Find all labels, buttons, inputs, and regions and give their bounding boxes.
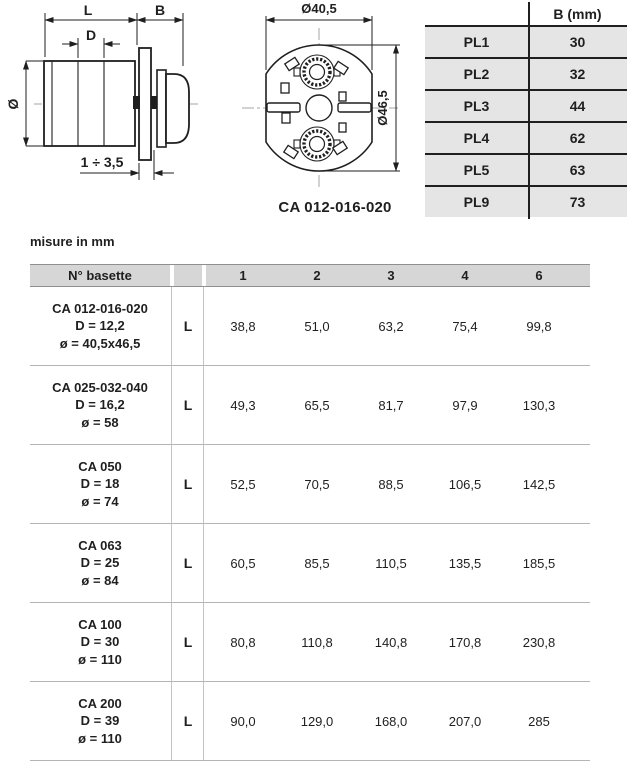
pl-header-b: B (mm) [528,2,627,25]
value-cell: 110,5 [375,555,407,571]
pl-value: 62 [569,130,586,146]
dim-label-B: B [154,2,166,18]
row-filler [576,366,590,444]
value-cell: 230,8 [522,634,556,650]
value-cell: 63,2 [378,318,404,334]
pl-label: PL4 [463,130,490,146]
dim-label-panel: 1 ÷ 3,5 [80,154,124,170]
table-row [30,682,590,761]
value-cell: 90,0 [230,713,256,729]
front-view-caption: CA 012-016-020 [278,199,392,216]
pl-value: 44 [569,98,586,114]
value-cell: 207,0 [448,713,482,729]
pl-row [425,57,627,89]
pl-value: 30 [569,34,586,50]
value-cell: 135,5 [448,555,482,571]
model-name: CA 200 [78,695,122,711]
row-filler [576,287,590,365]
value-cell: 60,5 [230,555,256,571]
table-row [30,366,590,445]
knob-bracket [157,70,166,147]
model-dia: ø = 74 [81,493,119,509]
value-cell: 168,0 [374,713,408,729]
pl-b-table [425,2,627,217]
model-d: D = 30 [80,634,120,650]
model-cell [30,366,170,444]
model-cell [30,682,170,760]
pl-label: PL3 [463,98,490,114]
model-d: D = 25 [80,555,120,571]
model-dia: ø = 40,5x46,5 [59,335,141,351]
table-row [30,445,590,524]
model-name: CA 012-016-020 [52,300,148,316]
table-row [30,603,590,682]
value-cell: 75,4 [452,318,478,334]
pl-label: PL9 [463,194,490,210]
pl-table-header [425,2,627,25]
value-cell: 70,5 [304,476,330,492]
col-header-1: 1 [206,265,280,286]
value-cell: 110,8 [301,634,333,650]
value-cell: 65,5 [304,397,330,413]
model-cell [30,287,170,365]
pl-column-divider [528,2,530,219]
model-cell [30,445,170,523]
pl-row [425,25,627,57]
col-header-3: 3 [354,265,428,286]
model-cell [30,603,170,681]
l-cell: L [183,476,193,492]
model-name: CA 025-032-040 [52,379,148,395]
col-header-6: 6 [502,265,576,286]
l-cell: L [183,713,193,729]
model-cell [30,524,170,602]
model-dia: ø = 58 [81,414,119,430]
value-cell: 129,0 [300,713,334,729]
model-d: D = 16,2 [75,397,125,413]
knob [166,74,189,143]
model-dia: ø = 110 [78,730,122,746]
pl-label: PL2 [463,66,490,82]
value-cell: 80,8 [230,634,256,650]
l-cell: L [183,634,193,650]
pl-value: 73 [569,194,586,210]
row-filler [576,445,590,523]
value-cell: 52,5 [230,476,256,492]
pl-row [425,185,627,217]
value-cell: 81,7 [378,397,404,413]
side-view-drawing [2,0,227,205]
left-slot [267,103,300,112]
center-hole [306,95,332,121]
value-cell: 97,9 [452,397,478,413]
value-cell: 142,5 [522,476,556,492]
model-d: D = 18 [80,476,120,492]
model-name: CA 063 [78,537,122,553]
pl-value: 32 [569,66,586,82]
row-filler [576,524,590,602]
dim-label-D: D [85,27,97,43]
col-header-basette: N° basette [30,265,170,286]
pl-row [425,89,627,121]
units-note: misure in mm [30,234,115,249]
pl-header-empty [425,2,528,25]
l-cell: L [183,318,193,334]
pl-value: 63 [569,162,586,178]
value-cell: 130,3 [522,397,556,413]
col-header-2: 2 [280,265,354,286]
value-cell: 185,5 [522,555,556,571]
shaft-segment [151,96,157,109]
dim-label-width: Ø40,5 [301,1,337,16]
model-name: CA 100 [78,616,122,632]
col-header-l [174,265,202,286]
table-row [30,524,590,603]
dim-label-L: L [83,2,93,18]
dim-label-height: Ø46,5 [375,90,390,126]
front-view-drawing [228,0,428,205]
pl-label: PL1 [463,34,490,50]
l-cell: L [183,397,193,413]
pl-row [425,153,627,185]
model-dia: ø = 84 [81,572,119,588]
model-d: D = 39 [80,713,120,729]
l-cell: L [183,555,193,571]
value-cell: 49,3 [230,397,256,413]
pl-row [425,121,627,153]
dim-label-diameter: Ø [5,98,21,110]
value-cell: 285 [528,713,550,729]
value-cell: 38,8 [230,318,256,334]
value-cell: 88,5 [378,476,404,492]
row-filler [576,603,590,681]
model-d: D = 12,2 [75,318,125,334]
value-cell: 51,0 [304,318,330,334]
model-name: CA 050 [78,458,122,474]
col-header-4: 4 [428,265,502,286]
dimensions-table [30,264,590,761]
shaft-segment [133,96,140,109]
right-slot [338,103,371,112]
value-cell: 99,8 [526,318,552,334]
switch-body [44,61,135,146]
front-flange [139,48,151,160]
value-cell: 140,8 [374,634,408,650]
dimensions-table-header [30,264,590,287]
value-cell: 106,5 [448,476,482,492]
pl-label: PL5 [463,162,490,178]
value-cell: 85,5 [304,555,330,571]
value-cell: 170,8 [448,634,482,650]
table-row [30,287,590,366]
model-dia: ø = 110 [78,651,122,667]
row-filler [576,682,590,760]
header-filler [576,265,590,286]
